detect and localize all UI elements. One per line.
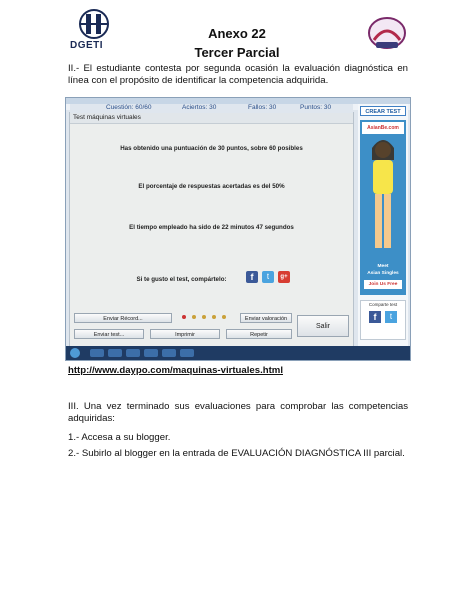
print-button[interactable]: Imprimir [150,329,220,339]
step-2-text: 2.- Subirlo al blogger en la entrada de EVALUACIÓN DIAGNÓSTICA III parcial. [68,448,405,459]
stat-correct: Aciertos: 30 [182,104,217,111]
repeat-button[interactable]: Repetir [226,329,292,339]
exit-button[interactable]: Salir [297,315,349,337]
share-box [360,300,406,340]
ad-line1: Meet [377,264,389,269]
facebook-icon[interactable]: f [246,271,258,283]
taskbar-app-icon[interactable] [90,349,104,357]
sidebar [358,104,408,350]
section-2-text: II.- El estudiante contesta por segunda ocasión la evaluación diagnóstica en línea con el propósito de identificar la competencia adquirida. [68,63,408,86]
taskbar-app-icon[interactable] [108,349,122,357]
school-logo [366,14,408,52]
partial-title: Tercer Parcial [194,45,280,60]
taskbar-app-icon[interactable] [126,349,140,357]
sidebar-twitter-icon[interactable]: t [385,311,397,323]
taskbar-app-icon[interactable] [180,349,194,357]
windows-taskbar [66,346,410,360]
ad-brand: AsianBe.com [362,122,404,134]
stat-question: Cuestión: 60/60 [106,104,152,111]
stats-row [70,104,353,113]
share-box-title: Comparte test [368,302,398,307]
dgeti-logo-text: DGETI [70,40,104,51]
section-3-text: III. Una vez terminado sus evaluaciones para comprobar las competencias adquiridas: [68,401,408,424]
twitter-icon[interactable]: t [262,271,274,283]
annex-title: Anexo 22 [208,26,266,41]
create-test-button[interactable]: CREAR TEST [360,106,406,116]
taskbar-app-icon[interactable] [162,349,176,357]
quiz-tab-label: Test máquinas virtuales [73,114,141,121]
result-score-message: Has obtenido una puntuación de 30 puntos, sobre 60 posibles [120,145,303,152]
step-1-text: 1.- Accesa a su blogger. [68,432,171,443]
quiz-tab[interactable] [70,113,353,124]
start-button[interactable] [70,348,80,358]
rating-stars[interactable] [180,314,240,324]
taskbar-app-icon[interactable] [144,349,158,357]
quiz-link[interactable]: http://www.daypo.com/maquinas-virtuales.html [68,365,283,376]
send-test-button[interactable]: Enviar test... [74,329,144,339]
result-percent-message: El porcentaje de respuestas acertadas es del 50% [138,183,285,190]
quiz-screenshot [65,97,411,361]
ad-line2: Asian Singles [367,271,399,276]
ad-banner[interactable] [360,120,406,295]
share-text: Si te gusto el test, compártelo: [136,276,227,283]
result-time-message: El tiempo empleado ha sido de 22 minutos 47 segundos [129,224,294,231]
stat-points: Puntos: 30 [300,104,332,111]
send-rating-button[interactable]: Enviar valoración [240,313,292,323]
ad-cta-button[interactable]: Join Us Free [364,280,402,289]
quiz-panel [69,104,354,360]
send-record-button[interactable]: Enviar Récord... [74,313,172,323]
stat-fails: Fallos: 30 [248,104,277,111]
sidebar-facebook-icon[interactable]: f [369,311,381,323]
ad-photo [366,138,400,258]
google-plus-icon[interactable]: g+ [278,271,290,283]
